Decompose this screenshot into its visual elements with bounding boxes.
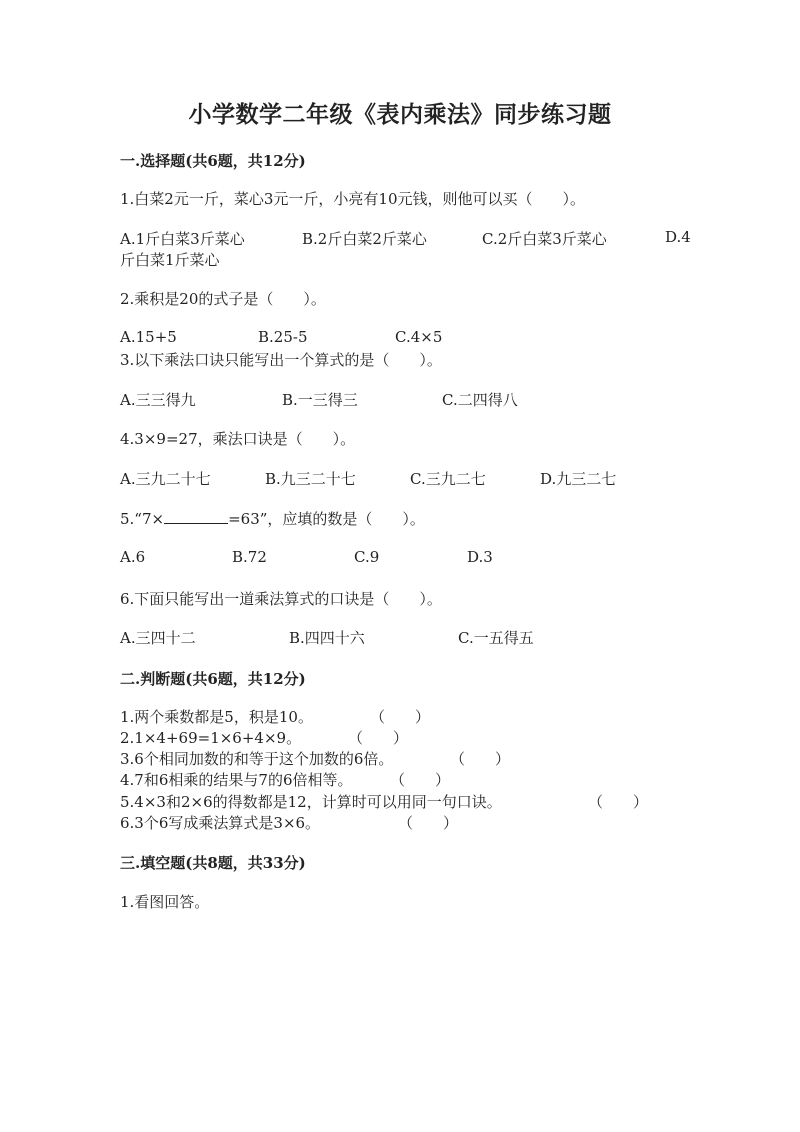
- option-d: D.3: [467, 548, 493, 566]
- option-b: B.25-5: [258, 328, 308, 346]
- option-b: B.72: [232, 548, 267, 566]
- option-a: A.1斤白菜3斤菜心: [120, 230, 245, 248]
- section-heading-fill-in: 三.填空题(共8题，共33分): [120, 854, 306, 872]
- option-d: D.4: [665, 228, 691, 246]
- question-4-options: [120, 468, 700, 490]
- option-b: B.2斤白菜2斤菜心: [302, 230, 427, 248]
- answer-parentheses: （ ）: [370, 708, 431, 726]
- judgment-text: 5.4×3和2×6的得数都是12，计算时可以用同一句口诀。: [120, 793, 502, 811]
- question-6-options: [120, 627, 700, 649]
- question-5: [120, 508, 425, 529]
- option-a: A.三九二十七: [120, 470, 211, 488]
- question-1-options: [120, 228, 700, 250]
- question-3: 3.以下乘法口诀只能写出一个算式的是（ ）。: [120, 351, 442, 369]
- question-2: 2.乘积是20的式子是（ ）。: [120, 290, 326, 308]
- question-1: 1.白菜2元一斤，菜心3元一斤，小亮有10元钱，则他可以买（ ）。: [120, 190, 585, 208]
- judgment-text: 4.7和6相乘的结果与7的6倍相等。: [120, 771, 353, 789]
- option-a: A.15+5: [120, 328, 177, 346]
- question-5-options: [120, 548, 700, 570]
- page-title: 小学数学二年级《表内乘法》同步练习题: [188, 101, 612, 128]
- question-4: 4.3×9=27，乘法口诀是（ ）。: [120, 430, 356, 448]
- judgment-item: [120, 812, 460, 834]
- option-c: C.三九二七: [410, 470, 486, 488]
- question-fill-1: 1.看图回答。: [120, 893, 210, 911]
- answer-parentheses: （ ）: [450, 750, 511, 768]
- fill-blank-line: [164, 509, 228, 524]
- judgment-text: 1.两个乘数都是5，积是10。: [120, 708, 313, 726]
- question-5-text-before: 5.“7×: [120, 510, 165, 528]
- judgment-item: [120, 791, 660, 813]
- option-d-continued: 斤白菜1斤菜心: [120, 251, 220, 269]
- section-heading-true-false: 二.判断题(共6题，共12分): [120, 670, 306, 688]
- question-6: 6.下面只能写出一道乘法算式的口诀是（ ）。: [120, 590, 442, 608]
- option-a: A.6: [120, 548, 146, 566]
- answer-parentheses: （ ）: [390, 771, 451, 789]
- judgment-text: 3.6个相同加数的和等于这个加数的6倍。: [120, 750, 394, 768]
- question-5-text-after: =63”，应填的数是（ ）。: [228, 510, 425, 528]
- option-a: A.三四十二: [120, 629, 196, 647]
- answer-parentheses: （ ）: [588, 793, 649, 811]
- judgment-item: [120, 748, 520, 770]
- judgment-item: [120, 769, 460, 791]
- question-3-options: [120, 389, 700, 411]
- section-heading-choice: 一.选择题(共6题，共12分): [120, 152, 306, 170]
- judgment-item: [120, 706, 440, 728]
- answer-parentheses: （ ）: [348, 729, 409, 747]
- judgment-item: [120, 727, 420, 749]
- option-c: C.4×5: [395, 328, 443, 346]
- option-d: D.九三二七: [540, 470, 617, 488]
- option-c: C.一五得五: [458, 629, 534, 647]
- judgment-text: 2.1×4+69=1×6+4×9。: [120, 729, 302, 747]
- option-c: C.9: [354, 548, 380, 566]
- option-b: B.九三二十七: [265, 470, 356, 488]
- question-2-options: [120, 328, 700, 350]
- option-c: C.2斤白菜3斤菜心: [482, 230, 607, 248]
- judgment-text: 6.3个6写成乘法算式是3×6。: [120, 814, 321, 832]
- option-a: A.三三得九: [120, 391, 196, 409]
- option-b: B.一三得三: [282, 391, 358, 409]
- option-c: C.二四得八: [442, 391, 518, 409]
- option-b: B.四四十六: [289, 629, 365, 647]
- answer-parentheses: （ ）: [398, 814, 459, 832]
